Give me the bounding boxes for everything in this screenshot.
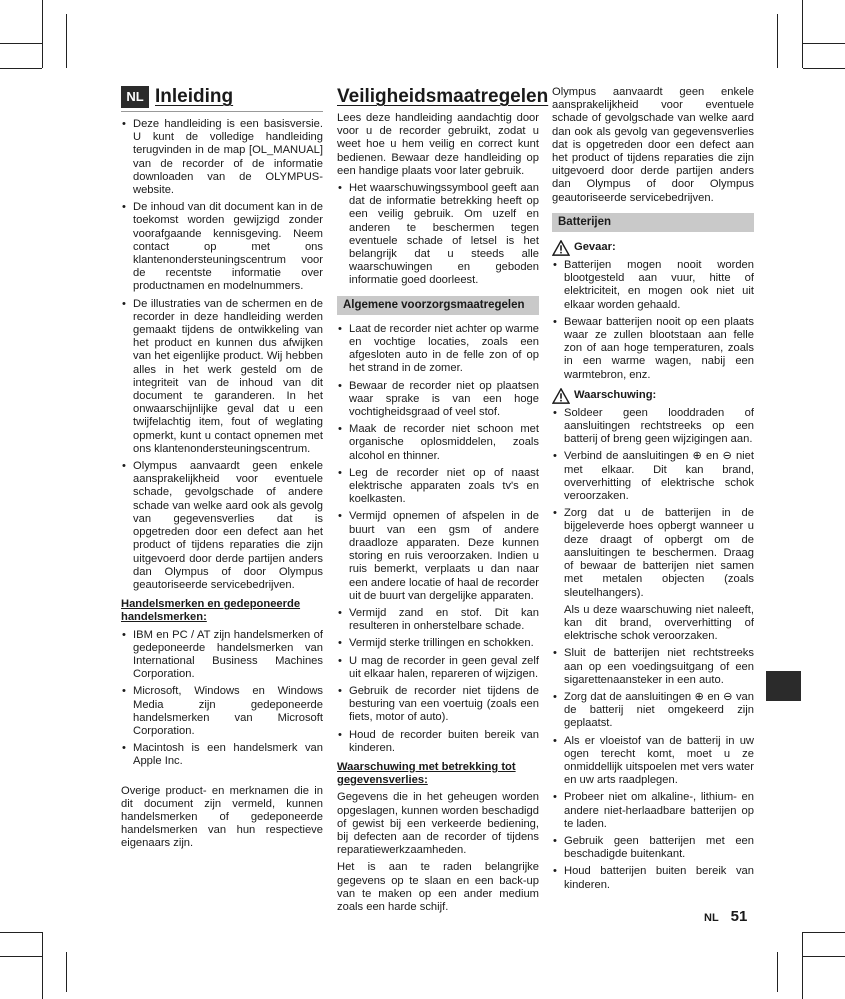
footer-language: NL <box>704 912 719 924</box>
data-loss-heading: Waarschuwing met betrekking tot gegevensverlies: <box>337 760 516 787</box>
list-item: • De illustraties van de schermen en de recorder in deze handleiding werden gemaakt tijdens de ontwikkeling van het product en kunnen dus afwijken van het eigenlijke product. Wij hebben alles in het werk gesteld om de integriteit van de inhoud van dit document te garanderen. In het onwaarschijnlijke geval dat u een twijfelachtig item, fout of weglating opmerkt, kunt u contact opnemen met ons klantenondersteuningscentrum. <box>121 298 323 456</box>
closing-paragraph: Overige product- en merknamen die in dit document zijn vermeld, kunnen handelsmerken of gedeponeerde handelsmerken van hun respectieve eigenaars zijn. <box>121 784 323 850</box>
data-loss-paragraph: Gegevens die in het geheugen worden opgeslagen, kunnen worden beschadigd of gewist bij een verkeerde bediening, bij defecten aan de recorder of tijdens reparatiewerkzaamheden. <box>337 791 539 857</box>
list-item: • IBM en PC / AT zijn handelsmerken of gedeponeerde handelsmerken van International Business Machines Corporation. <box>121 629 323 682</box>
data-loss-paragraph: Het is aan te raden belangrijke gegevens op te slaan en een back-up van te maken op een ander medium zoals een harde schijf. <box>337 861 539 913</box>
list-item: • Bewaar de recorder niet op plaatsen waar sprake is van een hoge vochtigheidsgraad of veel stof. <box>337 380 539 420</box>
list-item: • Vermijd sterke trillingen en schokken. <box>337 637 539 650</box>
crop-mark <box>777 14 778 68</box>
warning-triangle-icon <box>552 240 570 256</box>
list-item: • Deze handleiding is een basisversie. U kunt de volledige handleiding terugvinden in de map [OL_MANUAL] van de recorder of de informatie downloaden van de OLYMPUS-website. <box>121 118 323 197</box>
crop-mark <box>803 956 845 957</box>
crop-mark <box>803 43 845 44</box>
list-item: • Houd batterijen buiten bereik van kinderen. <box>552 865 754 891</box>
column-introduction <box>121 86 323 855</box>
page-title: Inleiding <box>155 86 234 107</box>
list-item: • Verbind de aansluitingen ⊕ en ⊖ niet met elkaar. Dit kan brand, oververhitting of elektrische schok veroorzaken. <box>552 450 754 503</box>
crop-mark <box>0 68 42 69</box>
crop-mark <box>42 932 43 999</box>
list-item: • Bewaar batterijen nooit op een plaats waar ze zullen blootstaan aan felle zon of aan hoge temperaturen, zoals in een warme wagen, nabij een warmtebron, enz. <box>552 316 754 382</box>
crop-mark <box>802 0 803 68</box>
warning-triangle-icon <box>552 388 570 404</box>
general-precautions-list <box>337 323 539 755</box>
list-item: • De inhoud van dit document kan in de toekomst worden gewijzigd zonder voorafgaande kennisgeving. Neem contact op met ons klantenondersteuningscentrum voor de recentste informatie over productnamen en modelnummers. <box>121 201 323 293</box>
list-item: • Macintosh is een handelsmerk van Apple Inc. <box>121 742 323 768</box>
column-safety <box>337 86 549 918</box>
list-item: • Zorg dat u de batterijen in de bijgeleverde hoes opbergt wanneer u deze draagt of opbergt om de aansluitingen te beschermen. Draag of bewaar de batterijen niet samen met metalen objecten (zoals sleutelhangers). <box>552 507 754 599</box>
crop-mark <box>802 932 803 999</box>
trademarks-list <box>121 629 323 769</box>
list-item: • U mag de recorder in geen geval zelf uit elkaar halen, repareren of wijzigen. <box>337 655 539 681</box>
safety-intro: Lees deze handleiding aandachtig door voor u de recorder gebruikt, zodat u weet hoe u hem veilig en correct kunt bedienen. Bewaar deze handleiding op een handige plaats voor later gebruik. <box>337 112 539 177</box>
warning-list <box>552 407 754 600</box>
crop-mark <box>0 932 42 933</box>
liability-paragraph: Olympus aanvaardt geen enkele aansprakelijkheid voor eventuele schade of gevolgschade van welke aard dan ook als gevolg van gegevensverlies dat is opgetreden door een defect aan het product of tijdens reparaties die zijn uitgevoerd door derde partijen anders dan Olympus of door Olympus geautoriseerde servicebedrijven. <box>552 86 754 204</box>
list-item: • Probeer niet om alkaline-, lithium- en andere niet-herlaadbare batterijen op te laden. <box>552 791 754 831</box>
batteries-heading: Batterijen <box>552 213 754 232</box>
list-item: • Als er vloeistof van de batterij in uw ogen terecht komt, moet u ze onmiddellijk uitspoelen met vers water en uw arts raadplegen. <box>552 735 754 788</box>
list-item: • Olympus aanvaardt geen enkele aansprakelijkheid voor eventuele schade, gevolgschade of andere schade van welke aard ook als gevolg van gegevensverlies dat is opgetreden door een defect aan het product of tijdens reparaties die zijn uitgevoerd door derde partijen anders dan Olympus of door Olympus geautoriseerde servicebedrijven. <box>121 460 323 592</box>
list-item: • Zorg dat de aansluitingen ⊕ en ⊖ van de batterij niet omgekeerd zijn geplaatst. <box>552 691 754 731</box>
general-precautions-heading: Algemene voorzorgsmaatregelen <box>337 296 539 315</box>
list-item: • Maak de recorder niet schoon met organische oplosmiddelen, zoals alcohol en thinner. <box>337 423 539 463</box>
list-item: • Batterijen mogen nooit worden blootgesteld aan vuur, hitte of elektriciteit, en mogen ook niet uit elkaar worden gehaald. <box>552 259 754 312</box>
crop-mark <box>803 68 845 69</box>
list-item: • Gebruik geen batterijen met een beschadigde buitenkant. <box>552 835 754 861</box>
warning-note: Als u deze waarschuwing niet naleeft, kan dit brand, oververhitting of elektrische schok veroorzaken. <box>564 603 754 643</box>
list-item: • Vermijd opnemen of afspelen in de buurt van een gsm of andere draadloze apparaten. Deze kunnen storing en ruis veroorzaken. Indien u ruis bemerkt, verplaats u dan naar een andere locatie of haal de recorder uit de buurt van dergelijke apparaten. <box>337 510 539 602</box>
crop-mark <box>0 956 42 957</box>
list-item: • Houd de recorder buiten bereik van kinderen. <box>337 729 539 755</box>
list-item: • Gebruik de recorder niet tijdens de besturing van een voertuig (zoals een fiets, motor of auto). <box>337 685 539 725</box>
crop-mark <box>42 0 43 68</box>
list-item: • Het waarschuwingssymbool geeft aan dat de informatie betrekking heeft op een veilig gebruik. Om uzelf en anderen te beschermen tegen eventuele schade of letsel is het belangrijk dat u steeds alle waarschuwingen en geboden informatie goed doorleest. <box>337 182 539 288</box>
warning-label: Waarschuwing: <box>574 389 657 402</box>
page-number: 51 <box>730 908 748 925</box>
page-footer <box>704 910 747 925</box>
list-item: • Microsoft, Windows en Windows Media zijn gedeponeerde handelsmerken van Microsoft Corporation. <box>121 685 323 738</box>
crop-mark <box>66 14 67 68</box>
chapter-tab <box>766 671 801 701</box>
warning-list-continued <box>552 647 754 891</box>
crop-mark <box>777 952 778 992</box>
warning-heading <box>552 388 754 404</box>
danger-list <box>552 259 754 382</box>
crop-mark <box>0 43 42 44</box>
list-item: • Vermijd zand en stof. Dit kan resulteren in onherstelbare schade. <box>337 607 539 633</box>
crop-mark <box>66 952 67 992</box>
safety-intro-list <box>337 182 539 288</box>
danger-label: Gevaar: <box>574 241 616 254</box>
list-item: • Laat de recorder niet achter op warme en vochtige locaties, zoals een afgesloten auto in de felle zon of op het strand in de zomer. <box>337 323 539 376</box>
crop-mark <box>803 932 845 933</box>
danger-heading <box>552 240 754 256</box>
section-title-row <box>121 86 323 112</box>
column-batteries <box>552 86 754 896</box>
intro-list <box>121 118 323 592</box>
language-badge: NL <box>121 86 149 108</box>
list-item: • Soldeer geen looddraden of aansluitingen rechtstreeks op een batterij of breng geen wijzigingen aan. <box>552 407 754 447</box>
list-item: • Sluit de batterijen niet rechtstreeks aan op een voedingsuitgang of een sigarettenaansteker in een auto. <box>552 647 754 687</box>
trademarks-heading: Handelsmerken en gedeponeerde handelsmerken: <box>121 598 301 624</box>
list-item: • Leg de recorder niet op of naast elektrische apparaten zoals tv's en koelkasten. <box>337 467 539 507</box>
safety-title: Veiligheidsmaatregelen <box>337 86 549 107</box>
